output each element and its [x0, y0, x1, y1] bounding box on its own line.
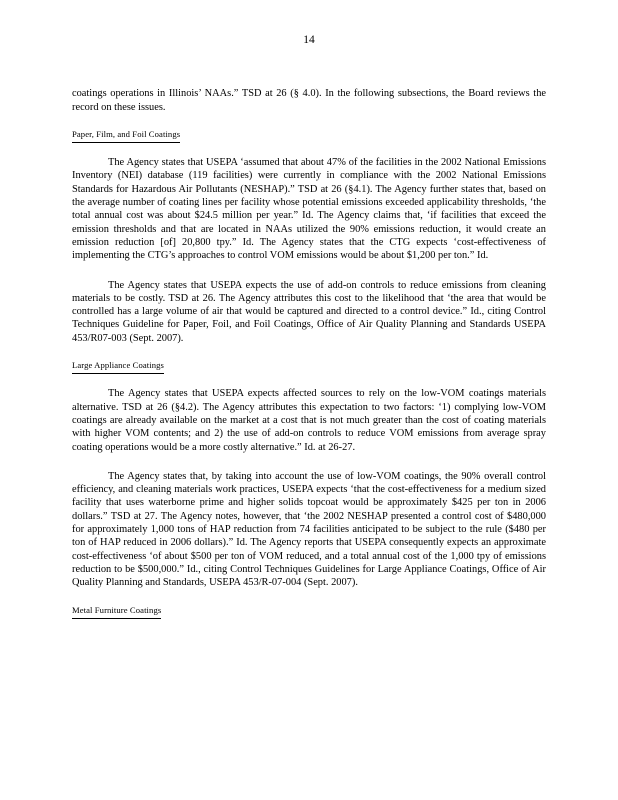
- page-number: 14: [303, 34, 315, 46]
- paper-film-foil-paragraph-2: The Agency states that USEPA expects the use of add-on controls to reduce emissions from cleaning materials to be costly. TSD at 26. The Agency attributes this cost to the likelihood that ‘the area that would be controlled has a large volume of air that would be captured and directed to a control device.” Id., citing Control Techniques Guideline for Paper, Foil, and Foil Coatings, Office of Air Quality Planning and Standards USEPA 453/R07-003 (Sept. 2007).: [72, 279, 546, 344]
- large-appliance-paragraph-1: The Agency states that USEPA expects affected sources to rely on the low-VOM coatings materials alternative. TSD at 26 (§4.2). The Agency attributes this expectation to two factors: ‘1) complying low-VOM coatings are already available on the market at a cost that is not much greater than the cost of coating materials with higher VOM contents; and 2) the use of add-on controls to reduce VOM emissions from average spray coating operations would be a more costly alternative.” Id. at 26-27.: [72, 388, 546, 453]
- section-heading-large-appliance: Large Appliance Coatings: [72, 359, 164, 374]
- paper-film-foil-paragraph-1: The Agency states that USEPA ‘assumed that about 47% of the facilities in the 2002 National Emissions Inventory (NEI) database (119 facilities) were currently in compliance with the 2002 National Emissions Standards for Hazardous Air Pollutants (NESHAP).” TSD at 26 (§4.1). The Agency further states that, based on the average number of coating lines per facility whose potential emissions exceeded applicability thresholds, ‘the total annual cost was about $24.5 million per year.” Id. The Agency claims that, ‘if facilities that exceed the emission thresholds and that are located in NAAs utilized the 90% emissions reduction, it would create an emission reduction [of] 20,800 tpy.” Id. The Agency states that the CTG expects ‘cost-effectiveness of implementing the CTG’s approaches to control VOM emissions would be about $1,200 per ton.” Id.: [72, 157, 546, 262]
- intro-paragraph: coatings operations in Illinois’ NAAs.” TSD at 26 (§ 4.0). In the following subsections, the Board reviews the record on these issues.: [72, 88, 546, 113]
- large-appliance-paragraph-2: The Agency states that, by taking into account the use of low-VOM coatings, the 90% overall control efficiency, and cleaning materials work practices, USEPA expects ‘that the cost-effectiveness for a medium sized facility that uses waterborne prime and higher solids topcoat would be approximately $425 per ton in 2006 dollars.” TSD at 27. The Agency notes, however, that ‘the 2002 NESHAP presented a control cost of $480,000 for approximately 1,000 tons of HAP reduction from 74 facilities anticipated to be subject to the rule ($480 per ton of HAP reduced in 2006 dollars).” Id. The Agency reports that USEPA consequently expects an approximate cost-effectiveness ‘of about $500 per ton of VOM reduced, and a total annual cost of the 1,000 tpy of emissions reduction to be $500,000.” Id., citing Control Techniques Guidelines for Large Appliance Coatings, Office of Air Quality Planning and Standards, USEPA 453/R-07-004 (Sept. 2007).: [72, 470, 546, 589]
- section-heading-metal-furniture: Metal Furniture Coatings: [72, 604, 161, 619]
- section-heading-paper-film-foil: Paper, Film, and Foil Coatings: [72, 128, 180, 143]
